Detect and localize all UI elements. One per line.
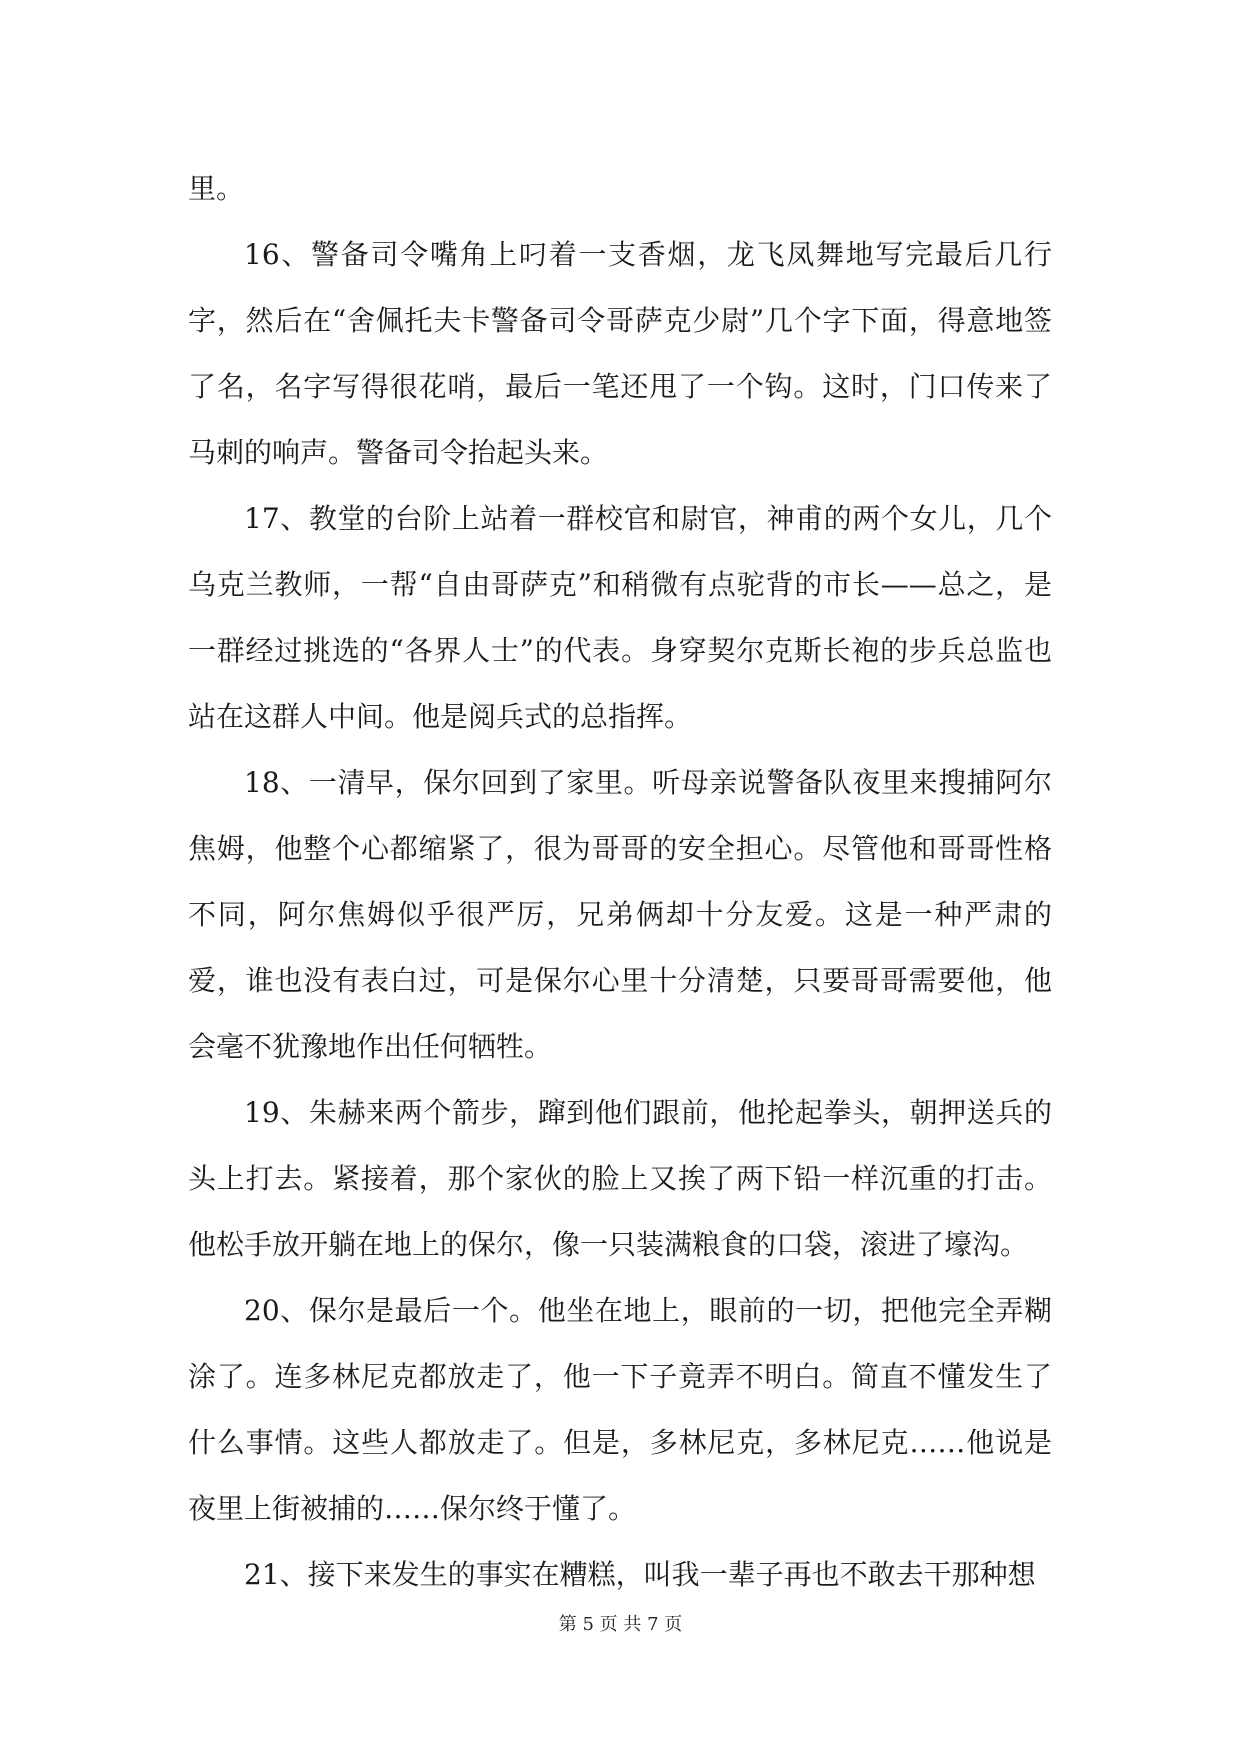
paragraph-continuation: 里。 <box>188 172 245 205</box>
paragraph-17: 17、教堂的台阶上站着一群校官和尉官，神甫的两个女儿，几个乌克兰教师，一帮“自由哥萨克”和稍微有点驼背的市长——总之，是一群经过挑选的“各界人士”的代表。身穿契尔克斯长袍的步兵总监也站在这群人中间。他是阅兵式的总指挥。 <box>188 502 1052 733</box>
page-footer <box>0 1610 1241 1636</box>
paragraph-19: 19、朱赫来两个箭步，蹿到他们跟前，他抡起拳头，朝押送兵的头上打去。紧接着，那个家伙的脸上又挨了两下铅一样沉重的打击。他松手放开躺在地上的保尔，像一只装满粮食的口袋，滚进了壕沟。 <box>188 1096 1052 1261</box>
footer-middle: 页 共 <box>599 1614 642 1635</box>
body-text <box>188 156 1052 1608</box>
paragraph-20: 20、保尔是最后一个。他坐在地上，眼前的一切，把他完全弄糊涂了。连多林尼克都放走了，他一下子竟弄不明白。简直不懂发生了什么事情。这些人都放走了。但是，多林尼克，多林尼克……他说是夜里上街被捕的……保尔终于懂了。 <box>188 1294 1052 1525</box>
paragraph-18: 18、一清早，保尔回到了家里。听母亲说警备队夜里来搜捕阿尔焦姆，他整个心都缩紧了，很为哥哥的安全担心。尽管他和哥哥性格不同，阿尔焦姆似乎很严厉，兄弟俩却十分友爱。这是一种严肃的爱，谁也没有表白过，可是保尔心里十分清楚，只要哥哥需要他，他会毫不犹豫地作出任何牺牲。 <box>188 766 1052 1063</box>
footer-prefix: 第 <box>558 1614 577 1635</box>
paragraph-21: 21、接下来发生的事实在糟糕，叫我一辈子再也不敢去干那种想 <box>244 1558 1036 1591</box>
paragraph-16: 16、警备司令嘴角上叼着一支香烟，龙飞凤舞地写完最后几行字，然后在“舍佩托夫卡警备司令哥萨克少尉”几个字下面，得意地签了名，名字写得很花哨，最后一笔还甩了一个钩。这时，门口传来了马刺的响声。警备司令抬起头来。 <box>188 238 1052 469</box>
footer-suffix: 页 <box>664 1614 683 1635</box>
footer-current-page: 5 <box>582 1614 594 1635</box>
footer-total-pages: 7 <box>647 1614 659 1635</box>
